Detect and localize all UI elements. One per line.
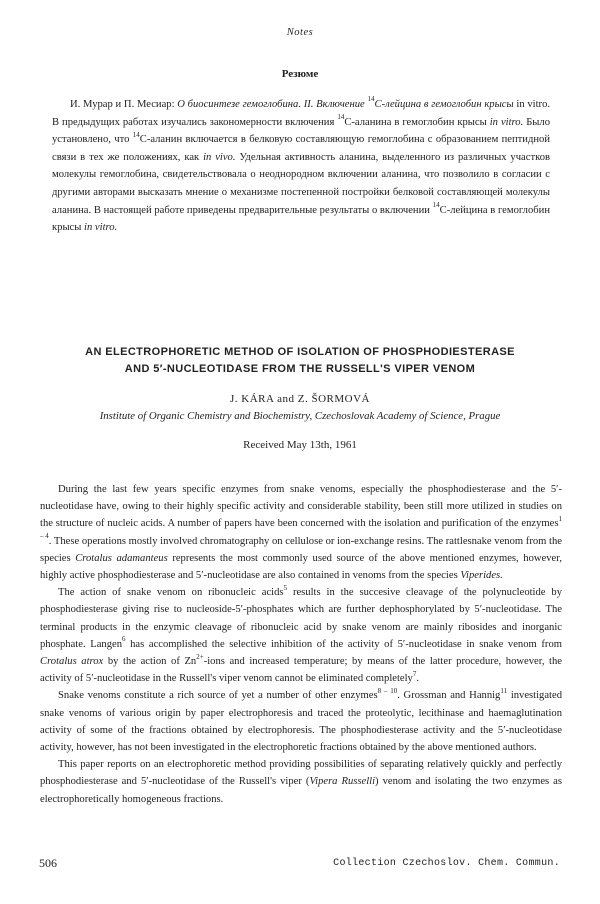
article-title-line: AN ELECTROPHORETIC METHOD OF ISOLATION OF PHOSPHODIESTERASE <box>85 346 515 358</box>
resume-text: С-аланина в гемоглобин крысы <box>344 116 487 128</box>
article-title-line: AND 5′-NUCLEOTIDASE FROM THE RUSSELL'S VIPER VENOM <box>124 363 476 375</box>
article-authors: J. KÁRA and Z. ŠORMOVÁ <box>230 393 370 405</box>
species-name: Crotalus adamanteus <box>75 552 168 564</box>
body-text: . Grossman and Hannig <box>397 690 501 702</box>
isotope-superscript: 14 <box>337 113 345 122</box>
body-paragraph <box>40 756 562 808</box>
reference-superscript: 6 <box>122 635 126 644</box>
reference-superscript: 11 <box>500 686 508 695</box>
resume-title: О биосинтезе гемоглобина. II. Включение <box>177 99 365 110</box>
resume-paragraph <box>52 96 550 237</box>
body-text: has accomplished the selective inhibition of the activity of 5′-nucleotidase in snake venom from <box>130 638 562 650</box>
resume-text: С-аланин включается в белковую составляющую гемоглобина с образованием пептидной связи в тех же положениях, как <box>52 134 550 163</box>
body-text: represents the most commonly used source of the above mentioned enzymes, however, highly active phosphodiesterase and 5′-nucleotidase are also contained in venoms from the species <box>40 552 562 582</box>
reference-superscript: 1 – 4 <box>40 514 562 541</box>
body-text: This paper reports on an electrophoretic method providing possibilities of separating relatively quickly and perfectly phosphodiesterase and 5′-nucleotidase of the Russell's viper ( <box>40 759 562 788</box>
body-paragraph <box>40 687 562 756</box>
species-name: Crotalus atrox <box>40 656 104 668</box>
body-text: results in the succesive cleavage of the polynucleotide by phosphodiesterase giving rise to nucleoside-5′-phosphates which are further dephosphorylated by 5′-nucleotidase. The terminal products in the enzymic cleavage of ribonucleic acid by snake venom are mainly ribosides and inorganic phosphate. Langen <box>40 587 563 650</box>
isotope-superscript: 14 <box>132 130 140 139</box>
body-text: investigated snake venoms of various origin by paper electrophoresis and traced the proteolytic, lecithinase and haemaglutination activity of some of the fractions obtained by electrophoresis. The phosphodiesterase activity and the 5′-nucleotidase activity, however, has not been investigated in the electrophoretic fractions obtained by the above mentioned authors. <box>40 690 563 754</box>
resume-title-rest: С-лейцина в гемоглобин крысы <box>374 99 514 110</box>
species-name: Vipera Russelli <box>309 776 376 788</box>
in-vitro-term: in vitro. <box>489 116 524 128</box>
article-title <box>30 344 570 378</box>
body-paragraph <box>40 584 562 687</box>
reference-superscript: 8 – 10 <box>377 686 398 695</box>
body-text: . <box>416 673 420 685</box>
article-body <box>40 481 562 808</box>
body-text: . These operations mostly involved chromatography on cellulose or ion-exchange resins. The rattlesnake venom from the species <box>40 535 562 564</box>
body-paragraph <box>40 481 562 584</box>
in-vivo-term: in vivo. <box>203 151 236 163</box>
resume-text: В предыдущих работах изучались закономерности включения <box>52 116 335 128</box>
isotope-superscript: 14 <box>432 201 440 210</box>
ion-charge-superscript: 2+ <box>196 652 204 661</box>
received-date: Received May 13th, 1961 <box>243 439 357 451</box>
body-text: Snake venoms constitute a rich source of yet a number of other enzymes <box>58 690 378 702</box>
resume-text: Было установлено, что <box>52 116 550 146</box>
body-text: The action of snake venom on ribonucleic acids <box>58 587 284 599</box>
running-head: Notes <box>286 27 314 38</box>
reference-superscript: 7 <box>412 669 417 678</box>
resume-authors: И. Мурар и П. Месиар: <box>70 99 175 110</box>
body-text: During the last few years specific enzymes from snake venoms, especially the phosphodiesterase and the 5′-nucleotidase have, owing to their highly specific activity and considerable stability, been still more utilized in studies on the structure of nucleic acids. A number of papers have been concerned with the isolation and purification of the enzymes <box>40 484 562 530</box>
page-number: 506 <box>39 856 57 870</box>
body-text: -ions and increased temperature; by means of the latter procedure, however, the activity of 5′-nucleotidase in the Russell's viper venom cannot be eliminated completely <box>40 656 563 685</box>
resume-heading: Резюме <box>281 68 319 80</box>
resume-text: Удельная активность аланина, выделенного из различных участков молекулы гемоглобина, свидетельствовала о неоднородном включении аланина, что позволило в согласии с другими авторами высказать мнение о механизме постепенной постройки белковой составляющей молекулы аланина. В настоящей работе приведены предварительные результаты о включении <box>52 151 550 216</box>
journal-name: Collection Czechoslov. Chem. Commun. <box>333 858 560 869</box>
species-name: Viperides. <box>460 570 503 582</box>
body-text: by the action of Zn <box>107 656 197 668</box>
reference-superscript: 5 <box>283 583 288 592</box>
in-vitro-term: in vitro. <box>84 222 118 234</box>
article-institute: Institute of Organic Chemistry and Biochemistry, Czechoslovak Academy of Science, Prague <box>99 410 501 422</box>
isotope-superscript: 14 <box>367 95 375 104</box>
body-text: ) venom and isolating the two enzymes as electrophoretically homogeneous fractions. <box>40 776 562 805</box>
in-vitro-term: in vitro. <box>516 99 551 110</box>
resume-text: С-лейцина в гемоглобин крысы <box>52 204 550 234</box>
